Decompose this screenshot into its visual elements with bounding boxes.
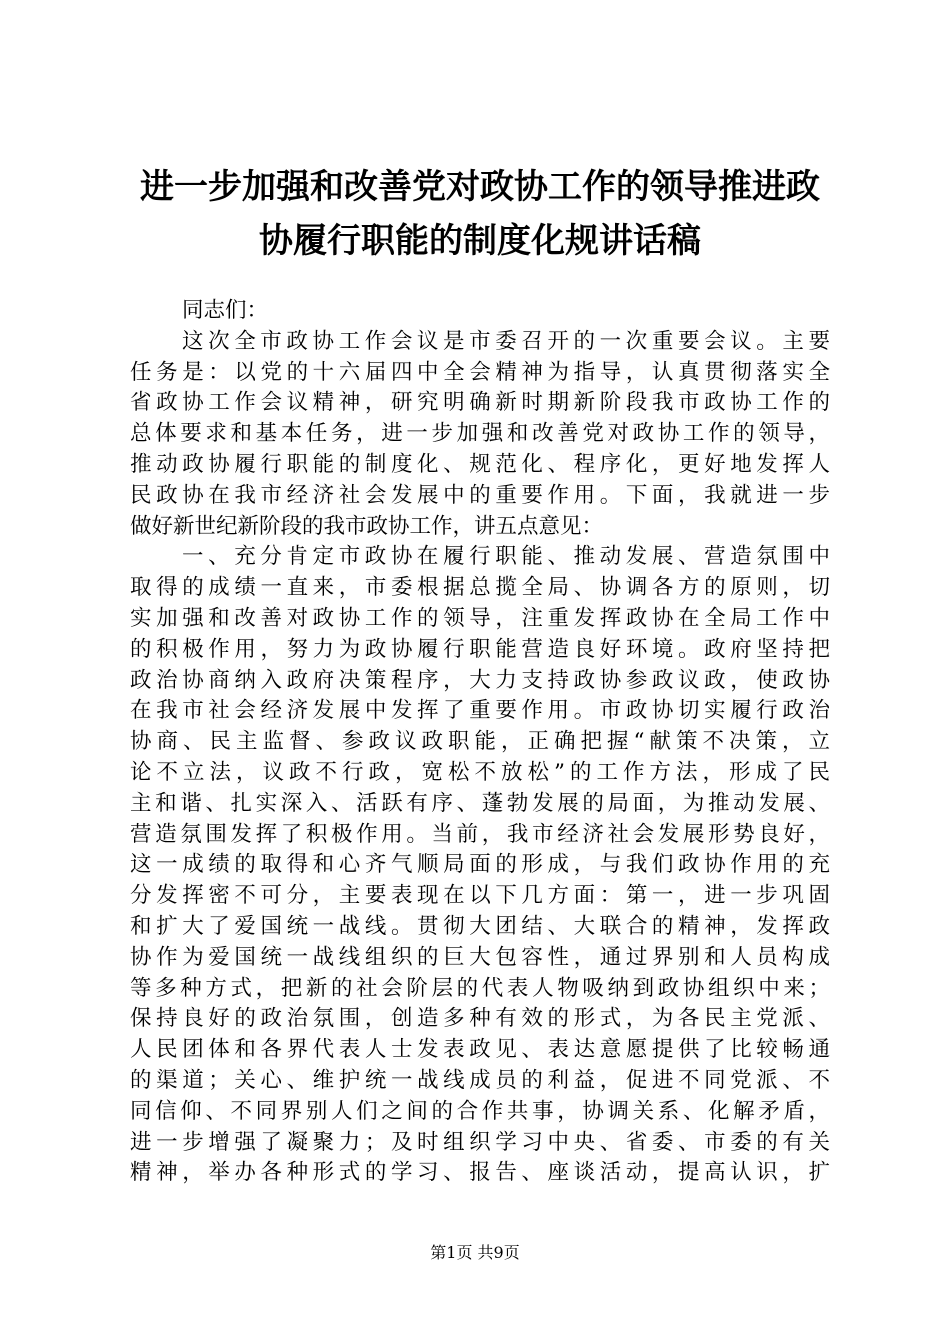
body-line: 营造氛围发挥了积极作用。当前，我市经济社会发展形势良好， xyxy=(130,821,830,847)
body-line: 和扩大了爱国统一战线。贯彻大团结、大联合的精神，发挥政 xyxy=(130,913,830,939)
title-line-2: 协履行职能的制度化规讲话稿 xyxy=(259,221,701,261)
body-line: 论不立法，议政不行政，宽松不放松”的工作方法，形成了民 xyxy=(130,759,830,785)
page-footer: 第1页 共9页 xyxy=(430,1243,520,1262)
body-line: 分发挥密不可分，主要表现在以下几方面：第一，进一步巩固 xyxy=(130,883,830,909)
body-line: 这次全市政协工作会议是市委召开的一次重要会议。主要 xyxy=(182,328,830,354)
body-line: 同信仰、不同界别人们之间的合作共事，协调关系、化解矛盾， xyxy=(130,1098,830,1124)
body-line: 做好新世纪新阶段的我市政协工作，讲五点意见： xyxy=(130,513,604,539)
body-line: 的积极作用，努力为政协履行职能营造良好环境。政府坚持把 xyxy=(130,636,830,662)
body-line: 保持良好的政治氛围，创造多种有效的形式，为各民主党派、 xyxy=(130,1006,830,1032)
body-line: 实加强和改善对政协工作的领导，注重发挥政协在全局工作中 xyxy=(130,605,830,631)
body-line: 的渠道；关心、维护统一战线成员的利益，促进不同党派、不 xyxy=(130,1067,830,1093)
body-line: 协商、民主监督、参政议政职能，正确把握“献策不决策，立 xyxy=(130,729,830,755)
body-line: 进一步增强了凝聚力；及时组织学习中央、省委、市委的有关 xyxy=(130,1129,830,1155)
body-line: 等多种方式，把新的社会阶层的代表人物吸纳到政协组织中来； xyxy=(130,975,830,1001)
body-line: 协作为爱国统一战线组织的巨大包容性，通过界别和人员构成 xyxy=(130,944,830,970)
body-line: 民政协在我市经济社会发展中的重要作用。下面，我就进一步 xyxy=(130,482,830,508)
body-line: 省政协工作会议精神，研究明确新时期新阶段我市政协工作的 xyxy=(130,390,830,416)
body-line: 取得的成绩一直来，市委根据总揽全局、协调各方的原则，切 xyxy=(130,575,830,601)
body-line: 人民团体和各界代表人士发表政见、表达意愿提供了比较畅通 xyxy=(130,1037,830,1063)
salutation: 同志们： xyxy=(182,298,269,323)
body-line: 总体要求和基本任务，进一步加强和改善党对政协工作的领导， xyxy=(130,421,830,447)
body-line: 任务是：以党的十六届四中全会精神为指导，认真贯彻落实全 xyxy=(130,359,830,385)
body-line: 在我市社会经济发展中发挥了重要作用。市政协切实履行政治 xyxy=(130,698,830,724)
title-line-1: 进一步加强和改善党对政协工作的领导推进政 xyxy=(140,167,820,207)
body-line: 一、充分肯定市政协在履行职能、推动发展、营造氛围中 xyxy=(182,544,830,570)
body-line: 推动政协履行职能的制度化、规范化、程序化，更好地发挥人 xyxy=(130,451,830,477)
body-line: 主和谐、扎实深入、活跃有序、蓬勃发展的局面，为推动发展、 xyxy=(130,790,830,816)
document-title xyxy=(120,160,840,268)
body-line: 政治协商纳入政府决策程序，大力支持政协参政议政，使政协 xyxy=(130,667,830,693)
body-line: 这一成绩的取得和心齐气顺局面的形成，与我们政协作用的充 xyxy=(130,852,830,878)
document-body xyxy=(130,296,830,1189)
body-line: 精神，举办各种形式的学习、报告、座谈活动，提高认识，扩 xyxy=(130,1160,830,1186)
